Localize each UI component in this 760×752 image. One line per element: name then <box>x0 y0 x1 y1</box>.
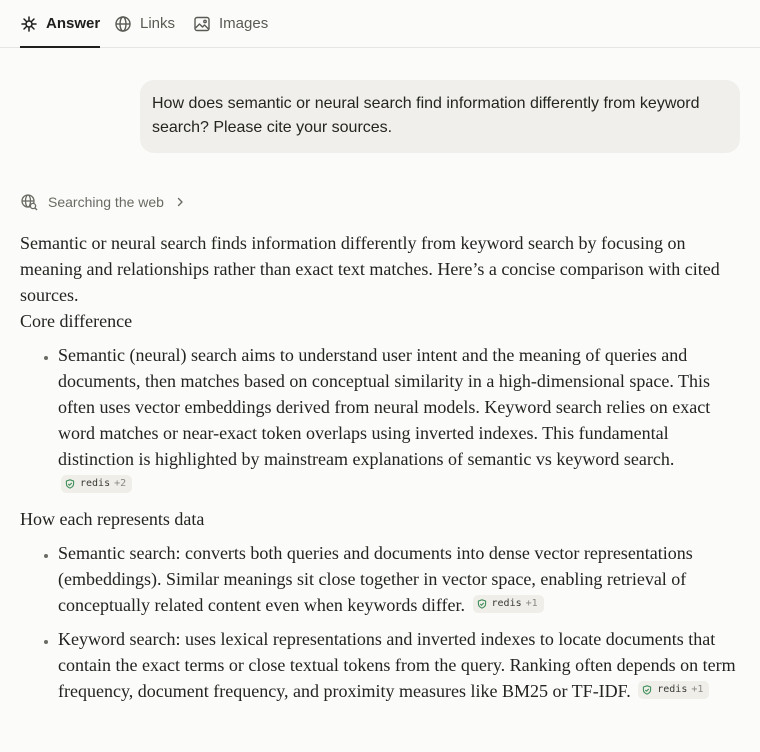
shield-check-icon <box>477 599 487 609</box>
user-query-bubble <box>140 80 740 153</box>
user-query-text: How does semantic or neural search find information differently from keyword search? Please cite your sources. <box>152 95 700 136</box>
citation-source: redis <box>80 478 111 489</box>
citation-chip[interactable] <box>61 475 132 493</box>
bullet-text: Semantic (neural) search aims to understand user intent and the meaning of queries and documents, then matches based on conceptual similarity in a high-dimensional space. This often uses vector embeddings derived from neural models. Keyword search relies on exact word matches or near-exact token overlaps using inverted indexes. This fundamental distinction is highlighted by mainstream explanations of semantic vs keyword search. <box>58 345 711 469</box>
searching-the-web-toggle[interactable] <box>20 191 186 213</box>
bullet-list <box>20 342 736 498</box>
section-heading: How each represents data <box>20 509 205 529</box>
citation-source: redis <box>491 598 522 609</box>
answer-body <box>20 230 736 712</box>
list-item <box>58 626 736 704</box>
citation-chip[interactable] <box>473 595 544 613</box>
shield-check-icon <box>65 479 75 489</box>
tab-answer-label: Answer <box>46 15 101 32</box>
list-item <box>58 342 736 498</box>
citation-source: redis <box>657 684 688 695</box>
shield-check-icon <box>642 685 652 695</box>
sparkle-icon <box>20 15 38 33</box>
citation-more-count: +2 <box>114 478 127 489</box>
tab-bar <box>0 0 760 48</box>
answer-intro: Semantic or neural search finds information differently from keyword search by focusing on meaning and relationships rather than exact text matches. Here’s a concise comparison with cited sources. <box>20 233 720 305</box>
bullet-list <box>20 540 736 704</box>
tab-links[interactable] <box>114 0 175 47</box>
section-heading: Core difference <box>20 311 133 331</box>
citation-more-count: +1 <box>691 684 704 695</box>
citation-chip[interactable] <box>638 681 709 699</box>
tab-images[interactable] <box>193 0 268 47</box>
chevron-right-icon <box>174 196 186 208</box>
citation-more-count: +1 <box>525 598 538 609</box>
tab-answer[interactable] <box>20 0 100 47</box>
web-search-icon <box>20 193 38 211</box>
searching-label: Searching the web <box>48 194 164 210</box>
bullet-text: Keyword search: uses lexical representations and inverted indexes to locate documents that contain the exact terms or close textual tokens from the query. Ranking often depends on term frequency, document frequency, and proximity measures like BM25 or TF-IDF. <box>58 629 736 701</box>
list-item <box>58 540 736 618</box>
globe-icon <box>114 15 132 33</box>
bullet-text: Semantic search: converts both queries and documents into dense vector representations (embeddings). Similar meanings sit close together in vector space, enabling retrieval of conceptually related content even when keywords differ. <box>58 543 693 615</box>
tab-links-label: Links <box>140 15 176 32</box>
tab-images-label: Images <box>219 15 269 32</box>
image-icon <box>193 15 211 33</box>
